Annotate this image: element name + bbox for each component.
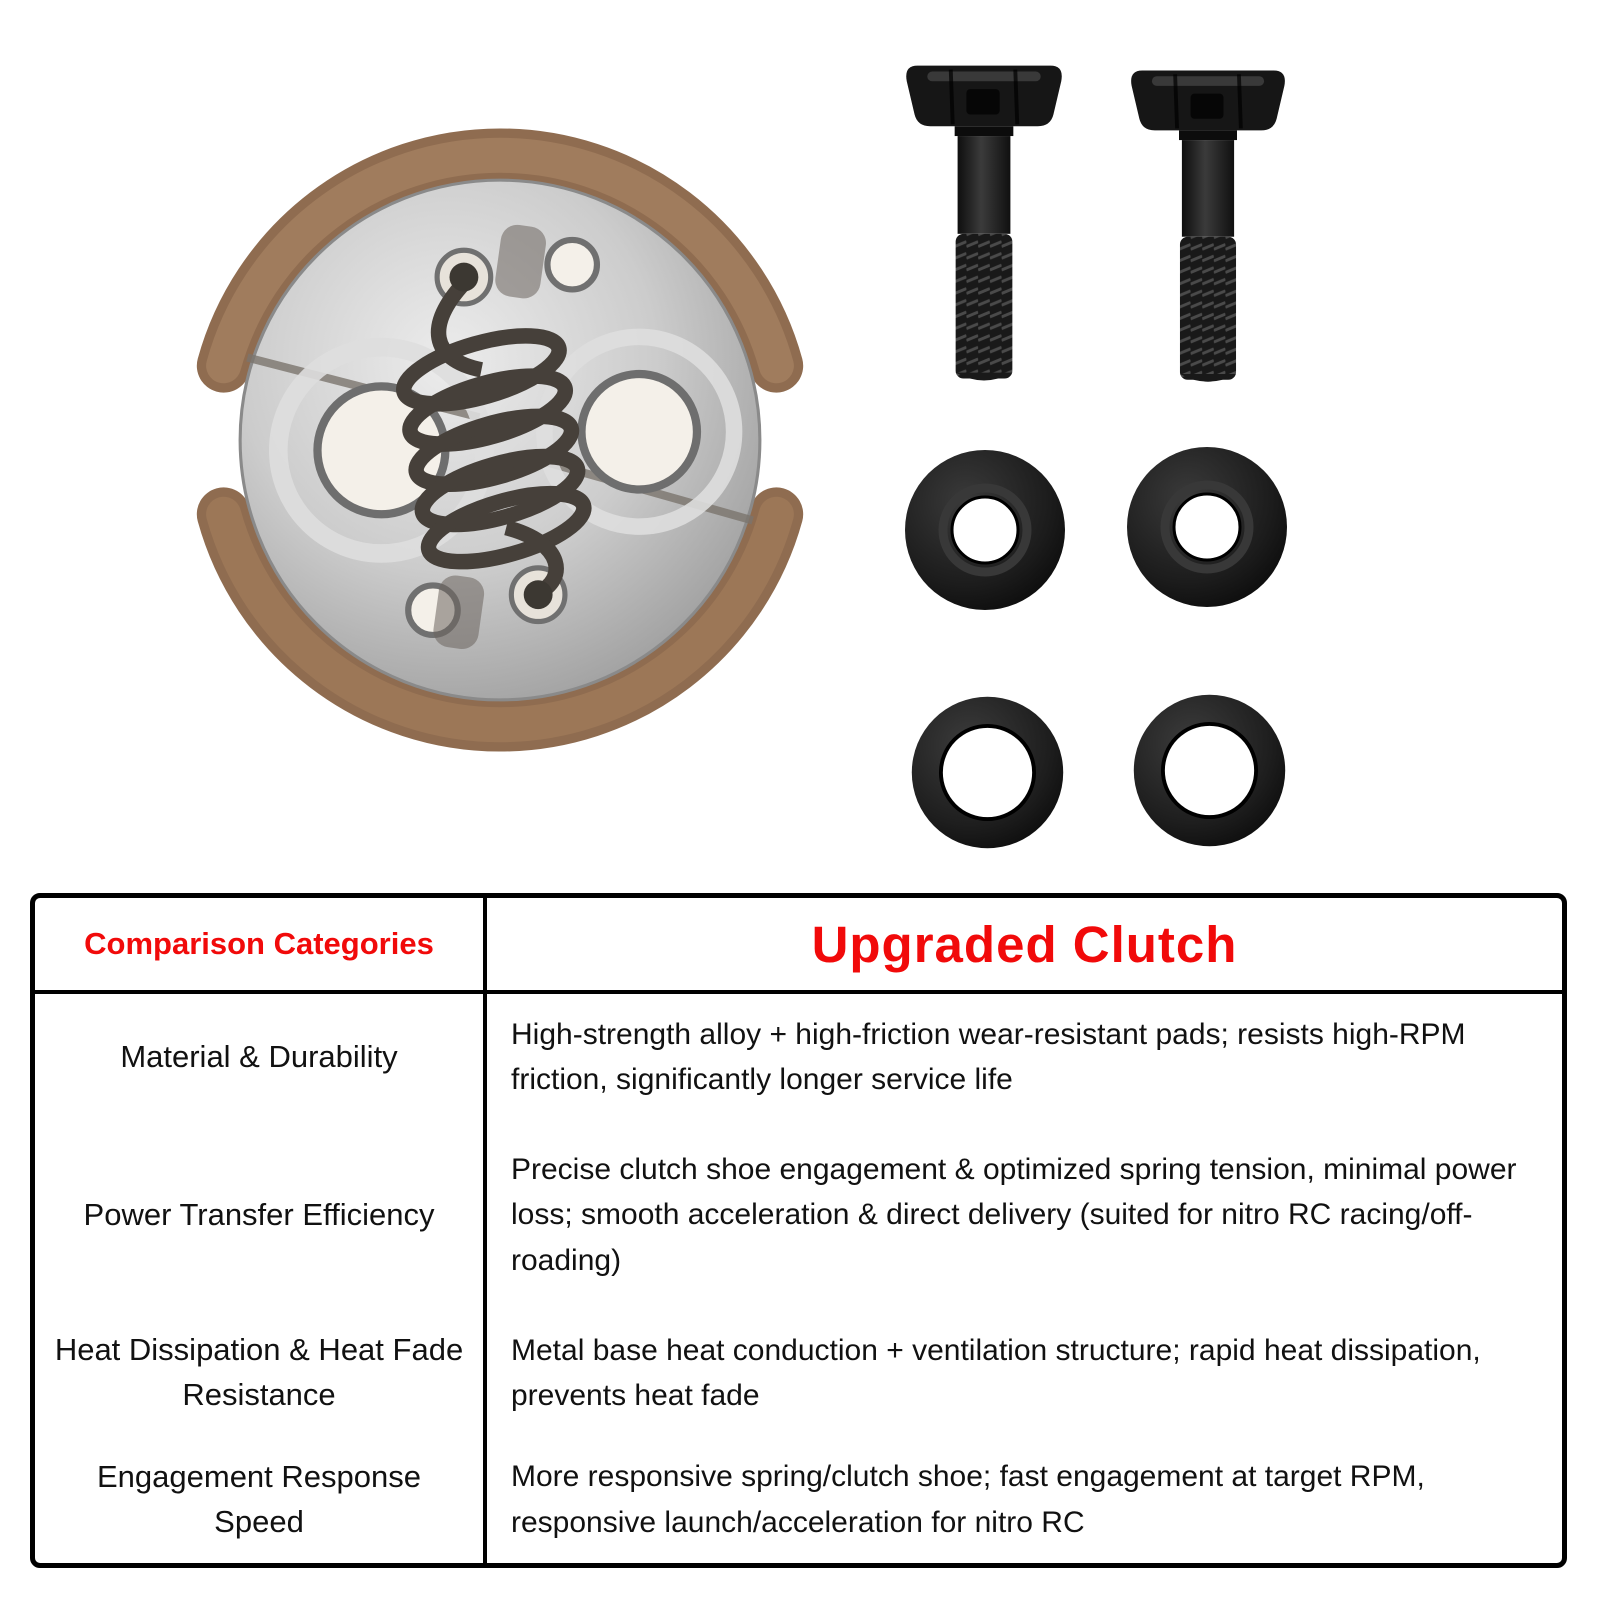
row-description-material-durability: High-strength alloy + high-friction wear-resistant pads; resists high-RPM friction, significantly longer service life: [511, 1017, 1466, 1097]
table-header-upgraded-clutch: Upgraded Clutch: [487, 898, 1562, 994]
row-category-power-transfer: Power Transfer Efficiency: [35, 1120, 487, 1310]
row-category-engagement-response: Engagement Response Speed: [35, 1437, 487, 1563]
flat-washer-photo-1: [905, 690, 1070, 855]
row-category-material-durability: Material & Durability: [35, 994, 487, 1120]
row-description-heat-dissipation: Metal base heat conduction + ventilation structure; rapid heat dissipation, prevents heat fade: [511, 1333, 1481, 1413]
row-description-engagement-response: More responsive spring/clutch shoe; fast engagement at target RPM, responsive launch/acceleration for nitro RC: [511, 1460, 1425, 1539]
thick-washer-photo-1: [900, 445, 1070, 615]
thick-washer-photo-2: [1122, 442, 1292, 612]
clutch-assembly-photo: [170, 110, 830, 770]
table-header-categories: Comparison Categories: [35, 898, 487, 994]
row-description-power-transfer: Precise clutch shoe engagement & optimized spring tension, minimal power loss; smooth acceleration & direct delivery (suited for nitro RC racing/off-roading): [511, 1152, 1517, 1278]
flat-washer-photo-2: [1127, 688, 1292, 853]
clutch-bolt-photo-1: [888, 50, 1080, 402]
row-category-heat-dissipation: Heat Dissipation & Heat Fade Resistance: [35, 1310, 487, 1436]
clutch-bolt-photo-2: [1112, 55, 1304, 403]
comparison-table: [30, 893, 1567, 1568]
